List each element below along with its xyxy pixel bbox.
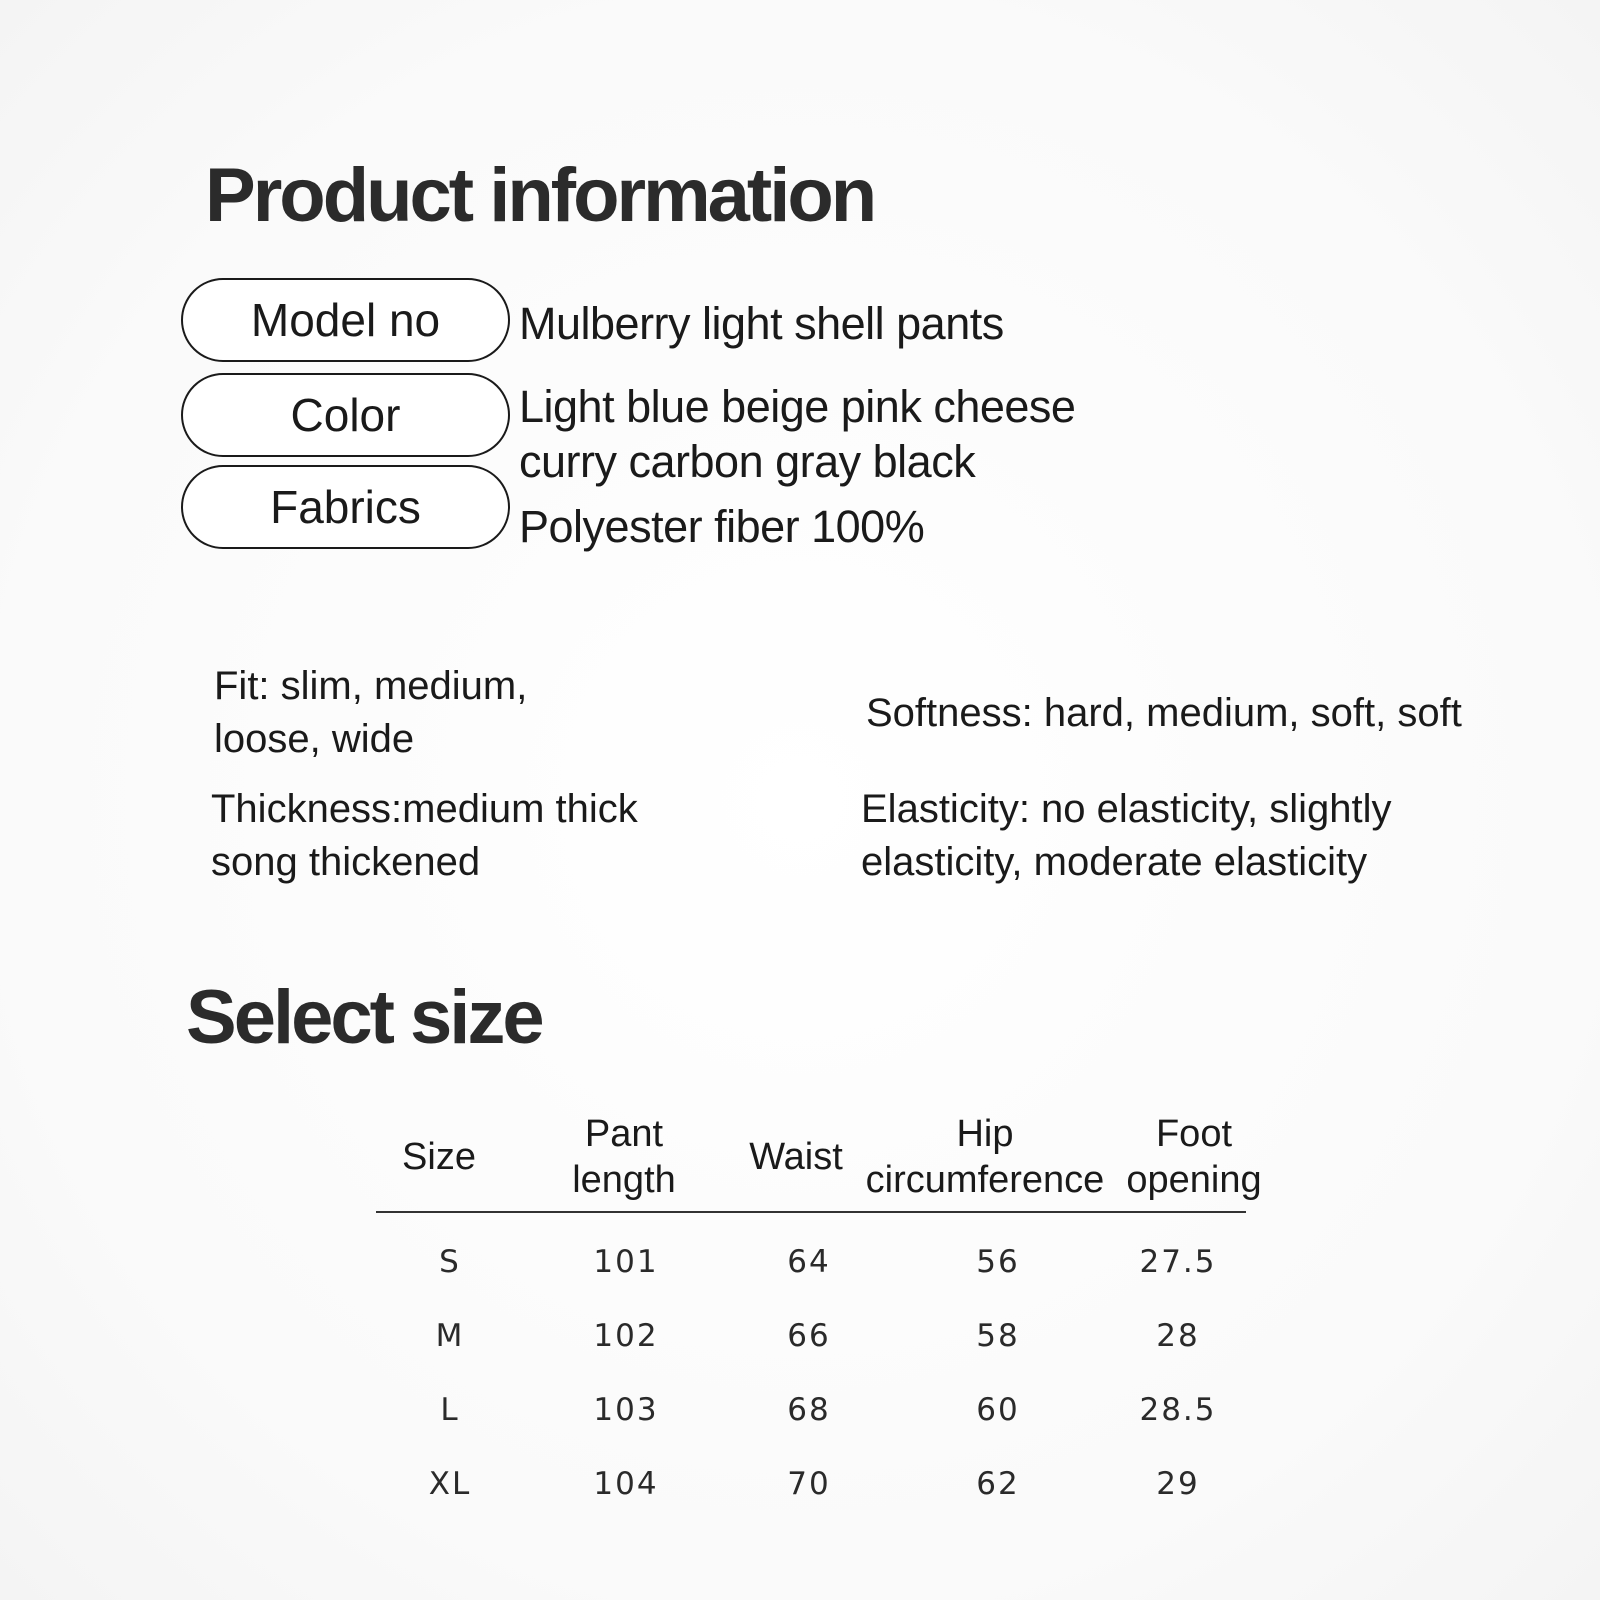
- cell-waist: 66: [787, 1318, 831, 1354]
- softness-line1: Softness: hard, medium, soft, soft: [866, 691, 1462, 735]
- header-waist: Waist: [749, 1136, 843, 1178]
- fit-attribute: [214, 660, 527, 766]
- cell-foot-opening: 28: [1156, 1318, 1200, 1354]
- cell-foot-opening: 29: [1156, 1466, 1200, 1502]
- cell-foot-opening: 28.5: [1139, 1392, 1217, 1428]
- cell-pant-length: 103: [593, 1392, 659, 1428]
- cell-size: L: [440, 1392, 460, 1428]
- softness-attribute: [866, 687, 1462, 740]
- cell-pant-length: 102: [593, 1318, 659, 1354]
- select-size-title: Select size: [186, 975, 542, 1060]
- color-label: Color: [181, 373, 510, 457]
- elasticity-line1: Elasticity: no elasticity, slightly: [861, 787, 1392, 831]
- elasticity-attribute: [861, 783, 1392, 889]
- cell-size: S: [439, 1244, 461, 1280]
- cell-hip: 58: [976, 1318, 1020, 1354]
- fit-line2: loose, wide: [214, 717, 415, 761]
- header-pant-length: Pant length: [572, 1113, 676, 1201]
- color-value-line1: Light blue beige pink cheese: [519, 381, 1076, 432]
- cell-size: XL: [428, 1466, 472, 1502]
- cell-hip: 62: [976, 1466, 1020, 1502]
- thickness-attribute: [211, 783, 638, 889]
- cell-hip: 56: [976, 1244, 1020, 1280]
- product-info-title: Product information: [205, 153, 875, 238]
- thickness-line1: Thickness:medium thick: [211, 787, 638, 831]
- fit-line1: Fit: slim, medium,: [214, 664, 528, 708]
- model-no-value: Mulberry light shell pants: [519, 298, 1004, 349]
- model-no-label: Model no: [181, 278, 510, 362]
- fabrics-value: Polyester fiber 100%: [519, 501, 925, 552]
- color-value-line2: curry carbon gray black: [519, 436, 976, 487]
- elasticity-line2: elasticity, moderate elasticity: [861, 840, 1368, 884]
- table-header-divider: [376, 1211, 1246, 1213]
- header-hip-circumference: Hip circumference: [865, 1113, 1105, 1201]
- cell-foot-opening: 27.5: [1139, 1244, 1217, 1280]
- cell-pant-length: 101: [593, 1244, 659, 1280]
- header-foot-opening: Foot opening: [1126, 1113, 1262, 1201]
- header-size: Size: [402, 1136, 476, 1178]
- fabrics-label: Fabrics: [181, 465, 510, 549]
- cell-pant-length: 104: [593, 1466, 659, 1502]
- thickness-line2: song thickened: [211, 840, 481, 884]
- cell-waist: 70: [787, 1466, 831, 1502]
- cell-waist: 64: [787, 1244, 831, 1280]
- cell-hip: 60: [976, 1392, 1020, 1428]
- cell-size: M: [435, 1318, 465, 1354]
- cell-waist: 68: [787, 1392, 831, 1428]
